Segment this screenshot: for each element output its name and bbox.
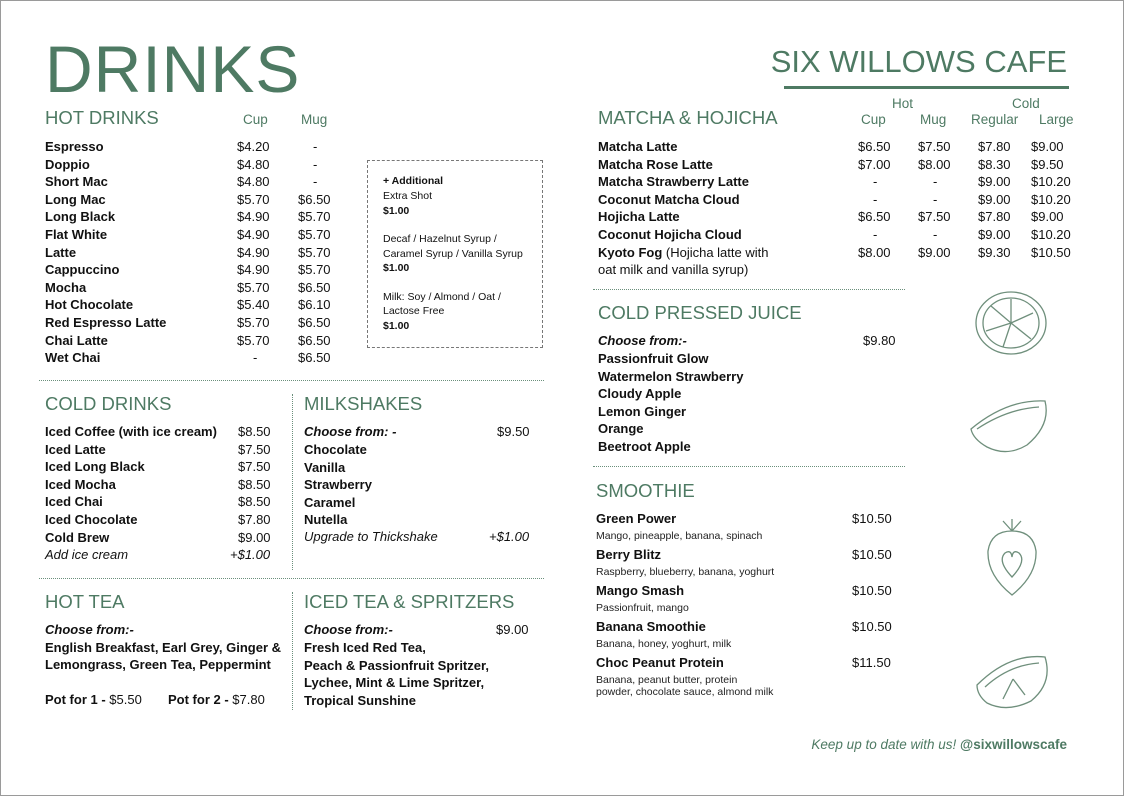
juice-item: Beetroot Apple [598,439,691,454]
iced-tea-heading: ICED TEA & SPRITZERS [304,591,515,612]
milkshakes-heading: MILKSHAKES [304,393,423,414]
matcha-mug-price: - [933,227,938,242]
cold-drink-price: $8.50 [238,494,271,510]
footer-tagline: Keep up to date with us! [811,737,957,752]
milkshakes-choose: Choose from: - [304,424,397,439]
pot-for-1-label: Pot for 1 - [45,692,106,707]
matcha-mug-price: $8.00 [918,156,951,172]
hot-drink-cup-price: $4.20 [237,139,270,154]
cold-drink-name: Iced Chocolate [45,512,138,527]
matcha-cup-price: - [873,174,878,190]
smoothie-price: $10.50 [852,619,892,634]
syrup-price: $1.00 [383,262,410,274]
matcha-regular-price: $9.00 [978,174,1011,190]
iced-tea-choose: Choose from:- [304,622,393,637]
matcha-item-name [598,156,713,174]
divider-vertical-1 [292,394,293,570]
hot-drink-cup-price: $5.70 [237,332,270,348]
smoothie-description: Banana, honey, yoghurt, milk [596,638,732,650]
hot-drinks-heading: HOT DRINKS [45,107,159,128]
extra-shot-price: $1.00 [383,205,410,217]
matcha-regular-price: $9.00 [978,227,1011,242]
hot-drink-name: Mocha [45,279,87,295]
hot-drink-name: Wet Chai [45,350,101,366]
cold-drink-price: $7.80 [238,512,271,527]
hot-drink-cup-price: - [253,350,258,366]
thickshake-upgrade-label: Upgrade to Thickshake [304,529,438,544]
divider-left-1 [39,380,544,381]
cold-drink-price: $8.50 [238,424,271,439]
hot-tea-line-2: Lemongrass, Green Tea, Peppermint [45,657,271,672]
juice-item: Cloudy Apple [598,386,682,402]
hot-drink-cup-price: $4.80 [237,174,270,190]
milkshakes-price: $9.50 [497,424,530,439]
smoothie-name: Green Power [596,511,677,526]
hot-drink-mug-price: $5.70 [298,209,331,225]
milk-line-2: Lactose Free [383,305,445,317]
matcha-large-price: $9.00 [1031,209,1064,225]
thickshake-upgrade-price: +$1.00 [489,529,530,544]
hot-drink-mug-price: $5.70 [298,262,331,278]
juice-item: Lemon Ginger [598,403,687,419]
juice-price: $9.80 [863,333,896,348]
smoothie-price: $10.50 [852,547,892,562]
matcha-cup-price: $7.00 [858,156,891,172]
juice-choose: Choose from:- [598,333,687,348]
juice-item: Orange [598,421,644,437]
hot-drink-mug-price: $5.70 [298,227,331,242]
iced-tea-item: Fresh Iced Red Tea, [304,640,426,655]
smoothie-heading: SMOOTHIE [596,480,695,501]
matcha-cup-price: $8.00 [858,244,891,260]
hot-drink-mug-price: $5.70 [298,244,331,260]
hot-drink-name: Long Black [45,209,116,225]
cold-drink-name: Cold Brew [45,529,110,545]
juice-item: Watermelon Strawberry [598,368,744,384]
hot-drink-mug-price: - [313,174,318,190]
hot-drinks-col-mug: Mug [301,112,328,127]
add-ice-cream-label: Add ice cream [45,547,129,562]
matcha-mug-price: - [933,191,938,207]
matcha-item-name [598,226,742,244]
matcha-item-label: Matcha Latte [598,139,678,154]
hot-drink-name: Doppio [45,156,90,172]
matcha-large-price: $10.20 [1031,191,1071,207]
divider-left-2 [39,578,544,579]
orange-wedge-icon [973,649,1053,713]
matcha-large-price: $10.20 [1031,174,1071,190]
iced-tea-price: $9.00 [496,622,529,637]
hot-drink-name: Long Mac [45,191,106,207]
matcha-item-name [598,244,768,262]
extra-shot-label: Extra Shot [383,190,433,202]
pot-for-2-price: $7.80 [232,692,265,707]
additional-box [367,160,543,348]
milkshake-flavour: Caramel [304,494,356,510]
kyoto-fog-note-1: (Hojicha latte with [662,244,769,260]
milk-line-1: Milk: Soy / Almond / Oat / [383,291,501,303]
cold-drink-price: $7.50 [238,459,271,475]
cold-drinks-heading: COLD DRINKS [45,393,172,414]
hot-drink-cup-price: $4.90 [237,227,270,242]
hot-drink-name: Chai Latte [45,332,108,348]
iced-tea-item: Tropical Sunshine [304,692,416,708]
melon-wedge-icon [967,395,1051,457]
hot-drink-mug-price: $6.50 [298,191,331,207]
divider-right-1 [593,289,905,290]
smoothie-name: Berry Blitz [596,547,662,562]
matcha-col-mug: Mug [920,112,947,127]
matcha-regular-price: $9.00 [978,191,1011,207]
matcha-hot-label: Hot [892,96,914,111]
matcha-large-price: $9.00 [1031,139,1064,154]
matcha-large-price: $10.50 [1031,244,1071,260]
syrup-line-1: Decaf / Hazelnut Syrup / [383,233,497,245]
matcha-regular-price: $9.30 [978,244,1011,260]
cold-drink-name: Iced Latte [45,441,106,457]
smoothie-price: $10.50 [852,583,892,598]
matcha-item-name [598,138,677,156]
smoothie-description: Mango, pineapple, banana, spinach [596,530,763,542]
milkshake-flavour: Vanilla [304,459,346,475]
add-ice-cream-price: +$1.00 [230,547,271,562]
matcha-col-cup: Cup [861,112,886,127]
matcha-heading: MATCHA & HOJICHA [598,107,778,128]
strawberry-icon [983,517,1041,599]
matcha-large-price: $9.50 [1031,156,1064,172]
matcha-mug-price: - [933,174,938,190]
matcha-item-label: Kyoto Fog [598,244,663,260]
smoothie-name: Mango Smash [596,583,685,598]
matcha-regular-price: $7.80 [978,209,1011,225]
hot-tea-line-1: English Breakfast, Earl Grey, Ginger & [45,640,282,655]
hot-drink-mug-price: - [313,139,318,154]
milkshake-flavour: Strawberry [304,477,372,493]
smoothie-description-line-2: powder, chocolate sauce, almond milk [596,686,774,698]
matcha-col-large: Large [1039,112,1074,127]
matcha-mug-price: $7.50 [918,209,951,225]
matcha-item-label: Matcha Rose Latte [598,156,713,172]
hot-drink-mug-price: $6.50 [298,332,331,348]
smoothie-name: Banana Smoothie [596,619,706,634]
divider-right-2 [593,466,905,467]
hot-drink-cup-price: $4.90 [237,262,270,278]
matcha-item-name [598,208,680,226]
pot-for-2 [168,691,265,709]
kyoto-fog-note-2: oat milk and vanilla syrup) [598,262,749,277]
syrup-line-2: Caramel Syrup / Vanilla Syrup [383,248,523,260]
matcha-large-price: $10.20 [1031,227,1071,242]
cold-drink-name: Iced Mocha [45,476,116,492]
pot-for-1-price: $5.50 [109,692,142,707]
footer-social-handle[interactable]: @sixwillowscafe [960,737,1067,752]
matcha-mug-price: $7.50 [918,139,951,154]
smoothie-price: $11.50 [852,655,891,670]
juice-item: Passionfruit Glow [598,351,709,366]
iced-tea-item: Lychee, Mint & Lime Spritzer, [304,675,485,691]
iced-tea-item: Peach & Passionfruit Spritzer, [304,657,489,673]
cold-drink-name: Iced Long Black [45,459,145,475]
hot-drink-name: Short Mac [45,174,108,190]
matcha-cup-price: $6.50 [858,139,891,154]
cold-drink-price: $8.50 [238,476,271,492]
additional-heading: + Additional [383,175,443,187]
hot-drink-mug-price: $6.10 [298,297,331,313]
hot-drink-cup-price: $5.40 [237,297,270,313]
cold-drink-name: Iced Coffee (with ice cream) [45,424,217,439]
matcha-cup-price: $6.50 [858,209,891,225]
hot-drinks-col-cup: Cup [243,112,268,127]
footer [811,737,1067,752]
smoothie-price: $10.50 [852,511,892,526]
matcha-item-label: Coconut Hojicha Cloud [598,227,742,242]
smoothie-name: Choc Peanut Protein [596,655,724,670]
hot-drink-cup-price: $4.80 [237,156,270,172]
hot-drink-name: Latte [45,244,77,260]
hot-drink-cup-price: $4.90 [237,209,270,225]
matcha-item-label: Coconut Matcha Cloud [598,191,740,207]
hot-drink-mug-price: $6.50 [298,350,331,366]
hot-drink-name: Flat White [45,227,108,242]
hot-drink-mug-price: $6.50 [298,279,331,295]
milkshake-flavour: Nutella [304,512,348,528]
cold-drink-name: Iced Chai [45,494,103,510]
smoothie-description: Raspberry, blueberry, banana, yoghurt [596,566,775,578]
citrus-slice-icon [973,289,1049,357]
matcha-mug-price: $9.00 [918,244,951,260]
hot-drink-name: Espresso [45,139,104,154]
matcha-regular-price: $8.30 [978,156,1011,172]
matcha-item-label: Hojicha Latte [598,209,680,225]
page-title: DRINKS [45,32,301,106]
cold-drink-price: $9.00 [238,529,271,545]
milk-price: $1.00 [383,320,410,332]
brand-underline [784,86,1069,89]
hot-tea-choose: Choose from:- [45,622,134,637]
pot-for-2-label: Pot for 2 - [168,692,229,707]
hot-drink-mug-price: - [313,156,318,172]
cold-drink-price: $7.50 [238,441,271,457]
smoothie-description: Passionfruit, mango [596,602,689,614]
juice-heading: COLD PRESSED JUICE [598,302,802,323]
matcha-cup-price: - [873,227,878,242]
milkshake-flavour: Chocolate [304,442,367,457]
hot-drink-cup-price: $5.70 [237,191,270,207]
matcha-item-name [598,191,740,209]
matcha-regular-price: $7.80 [978,139,1011,154]
matcha-item-label: Matcha Strawberry Latte [598,174,749,190]
matcha-cold-label: Cold [1012,96,1040,111]
hot-tea-heading: HOT TEA [45,591,125,612]
matcha-item-name [598,173,749,191]
cafe-brand: SIX WILLOWS CAFE [770,44,1067,79]
hot-drink-cup-price: $5.70 [237,279,270,295]
hot-drink-mug-price: $6.50 [298,315,331,330]
matcha-cup-price: - [873,191,878,207]
hot-drink-cup-price: $5.70 [237,315,270,330]
smoothie-description: Banana, peanut butter, protein [596,674,738,686]
hot-drink-cup-price: $4.90 [237,244,270,260]
pot-for-1 [45,691,142,709]
hot-drink-name: Red Espresso Latte [45,315,167,330]
hot-drink-name: Hot Chocolate [45,297,134,313]
hot-drink-name: Cappuccino [45,262,120,278]
matcha-col-regular: Regular [971,112,1019,127]
divider-vertical-2 [292,592,293,710]
